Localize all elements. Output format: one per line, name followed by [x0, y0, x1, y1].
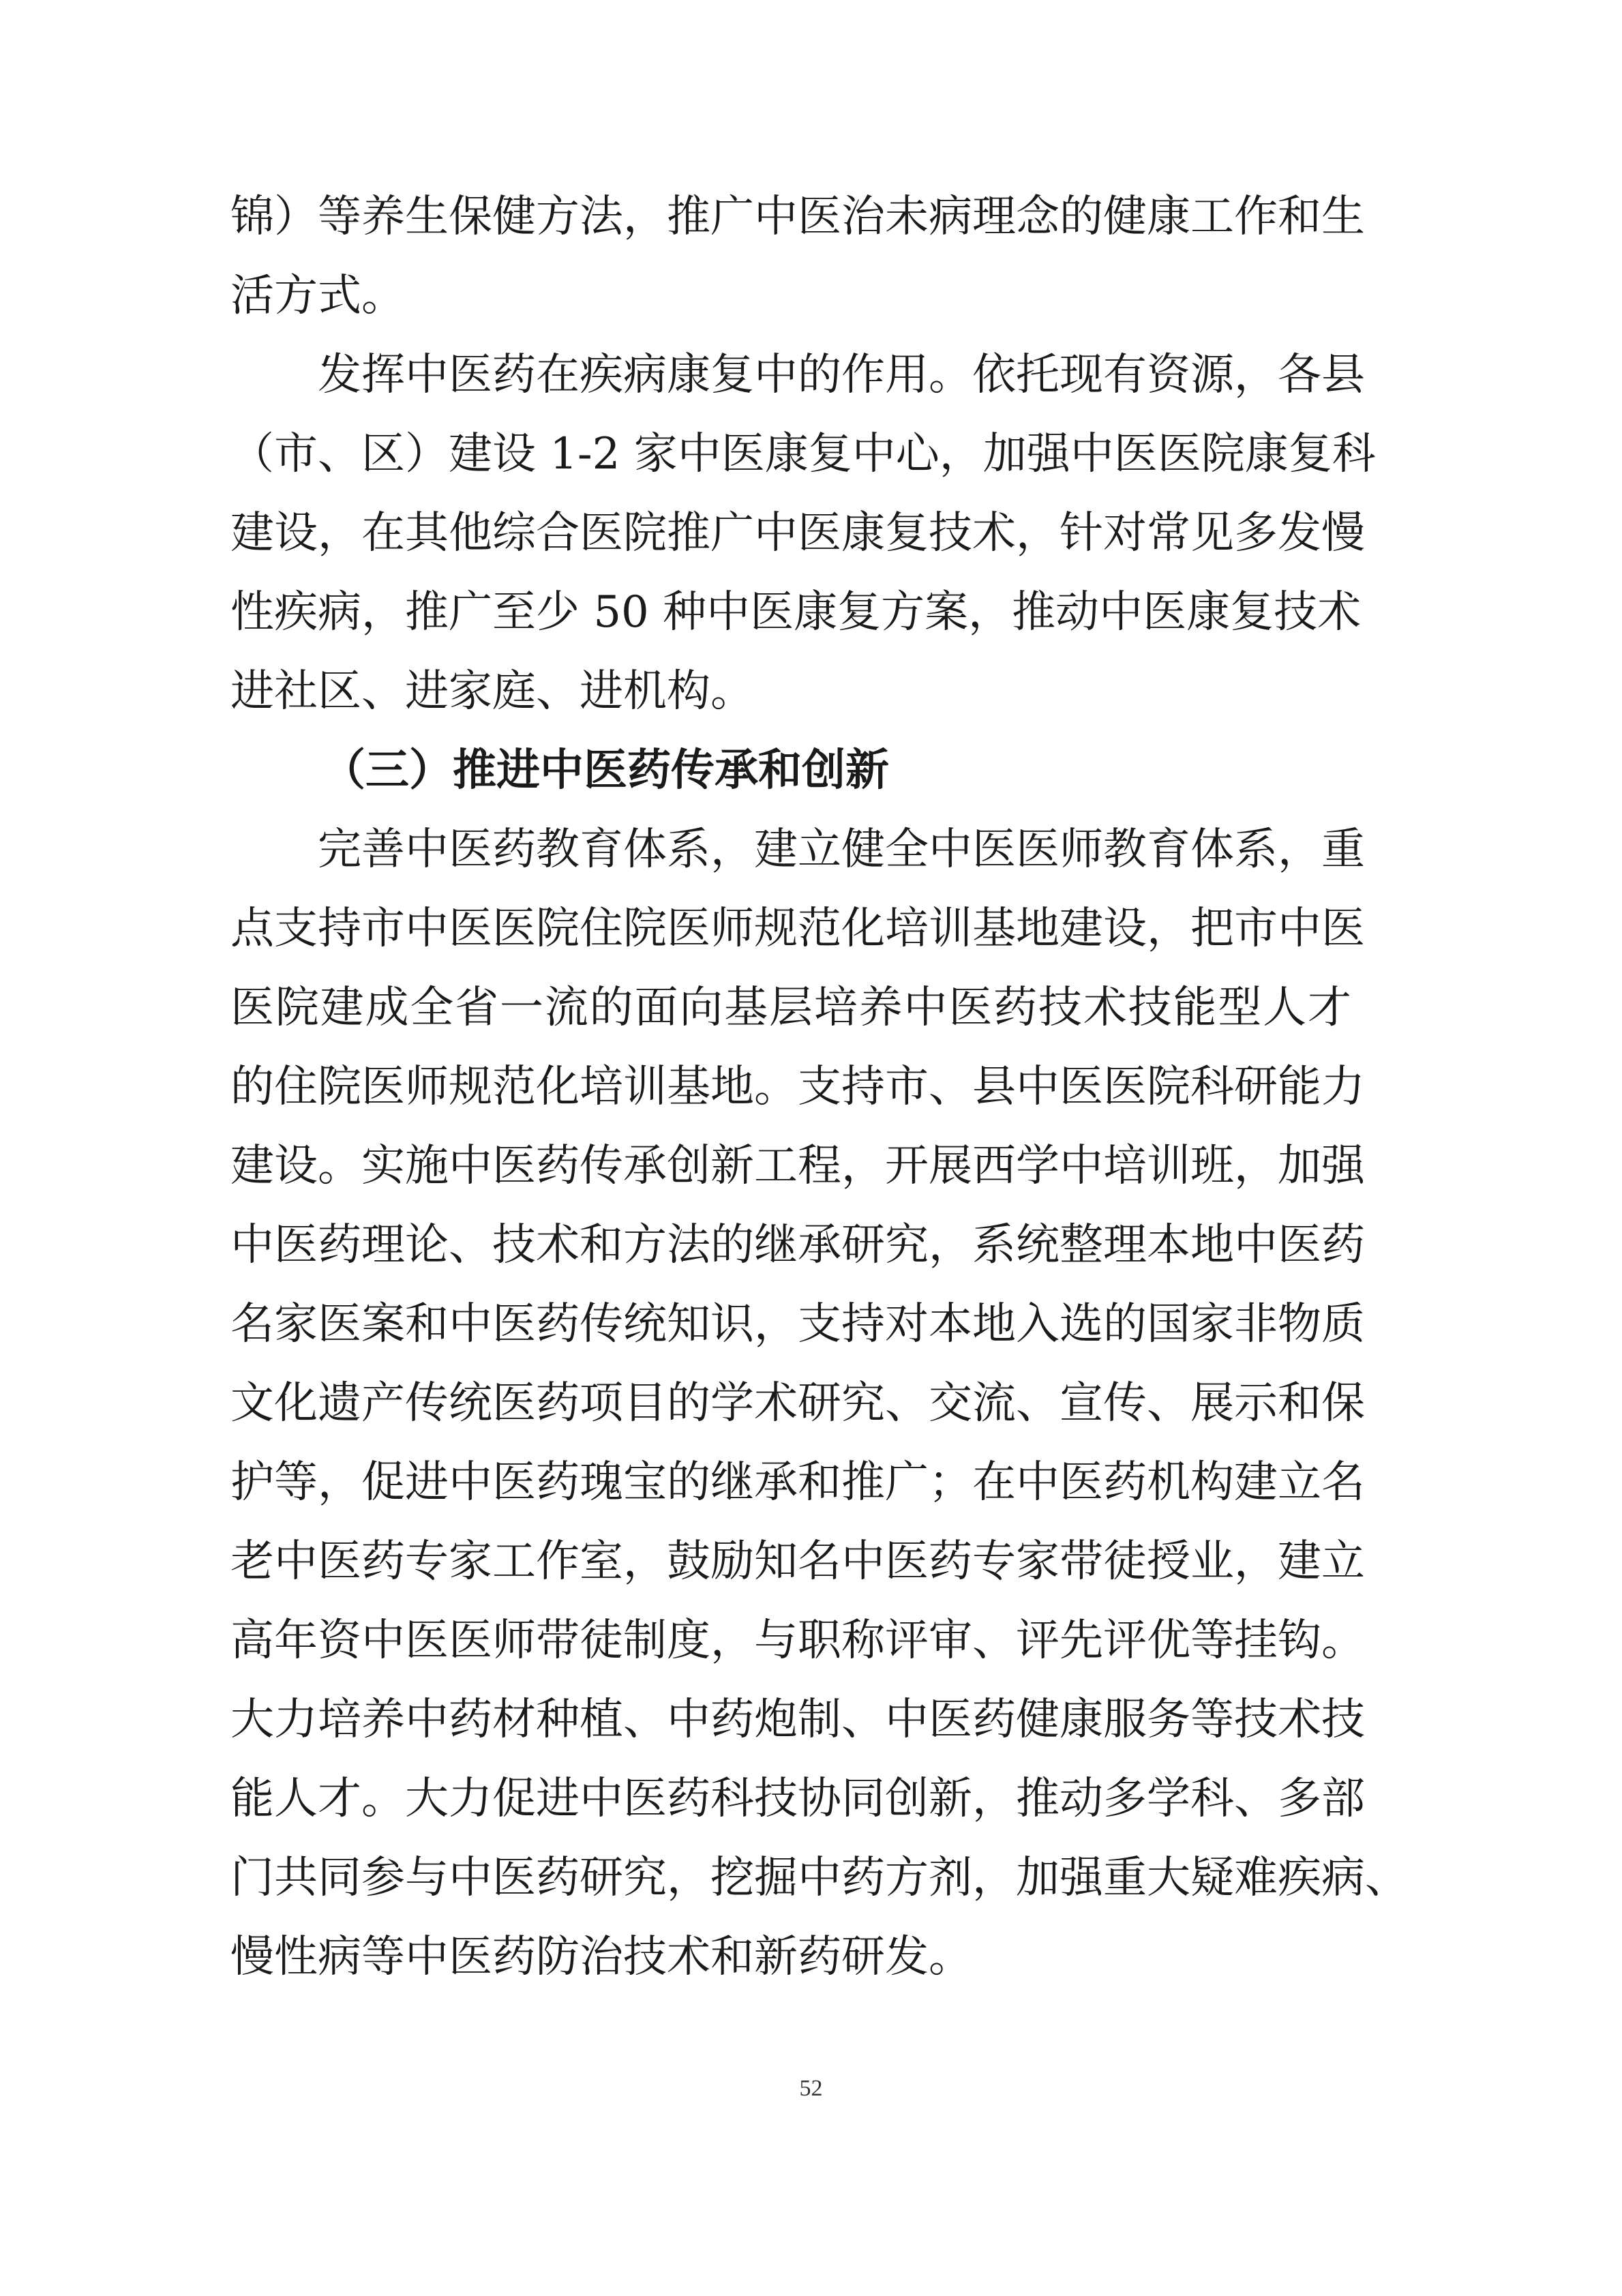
- paragraph-1-line-1: 锦）等养生保健方法，推广中医治未病理念的健康工作和生: [230, 192, 1365, 242]
- paragraph-2-line-1: 发挥中医药在疾病康复中的作用。依托现有资源，各县: [230, 350, 1365, 400]
- paragraph-3-line-6: 中医药理论、技术和方法的继承研究，系统整理本地中医药: [230, 1220, 1365, 1270]
- paragraph-3-line-9: 护等，促进中医药瑰宝的继承和推广；在中医药机构建立名: [230, 1457, 1365, 1508]
- paragraph-3-line-4: 的住院医师规范化培训基地。支持市、县中医医院科研能力: [230, 1062, 1365, 1112]
- paragraph-2-line-2: （市、区）建设 1-2 家中医康复中心，加强中医医院康复科: [230, 429, 1376, 479]
- paragraph-3-line-8: 文化遗产传统医药项目的学术研究、交流、宣传、展示和保: [230, 1378, 1365, 1429]
- paragraph-3-line-13: 能人才。大力促进中医药科技协同创新，推动多学科、多部: [230, 1774, 1365, 1824]
- paragraph-3-line-5: 建设。实施中医药传承创新工程，开展西学中培训班，加强: [230, 1141, 1365, 1191]
- paragraph-3-line-14: 门共同参与中医药研究，挖掘中药方剂，加强重大疑难疾病、: [230, 1853, 1409, 1903]
- paragraph-2-line-3: 建设，在其他综合医院推广中医康复技术，针对常见多发慢: [230, 508, 1365, 558]
- paragraph-3-line-15: 慢性病等中医药防治技术和新药研发。: [230, 1932, 972, 1982]
- paragraph-3-line-3: 医院建成全省一流的面向基层培养中医药技术技能型人才: [230, 983, 1351, 1033]
- page-number: 52: [799, 2076, 823, 2101]
- paragraph-2-line-5: 进社区、进家庭、进机构。: [230, 666, 754, 717]
- paragraph-3-line-1: 完善中医药教育体系，建立健全中医医师教育体系，重: [230, 824, 1365, 875]
- paragraph-3-line-2: 点支持市中医医院住院医师规范化培训基地建设，把市中医: [230, 904, 1365, 954]
- paragraph-3-line-11: 高年资中医医师带徒制度，与职称评审、评先评优等挂钩。: [230, 1615, 1365, 1666]
- section-heading: （三）推进中医药传承和创新: [322, 745, 889, 796]
- paragraph-3-line-7: 名家医案和中医药传统知识，支持对本地入选的国家非物质: [230, 1299, 1365, 1350]
- paragraph-3-line-12: 大力培养中药材种植、中药炮制、中医药健康服务等技术技: [230, 1695, 1365, 1745]
- paragraph-1-line-2: 活方式。: [230, 271, 405, 321]
- paragraph-3-line-10: 老中医药专家工作室，鼓励知名中医药专家带徒授业，建立: [230, 1536, 1365, 1587]
- paragraph-2-line-4: 性疾病，推广至少 50 种中医康复方案，推动中医康复技术: [230, 587, 1362, 638]
